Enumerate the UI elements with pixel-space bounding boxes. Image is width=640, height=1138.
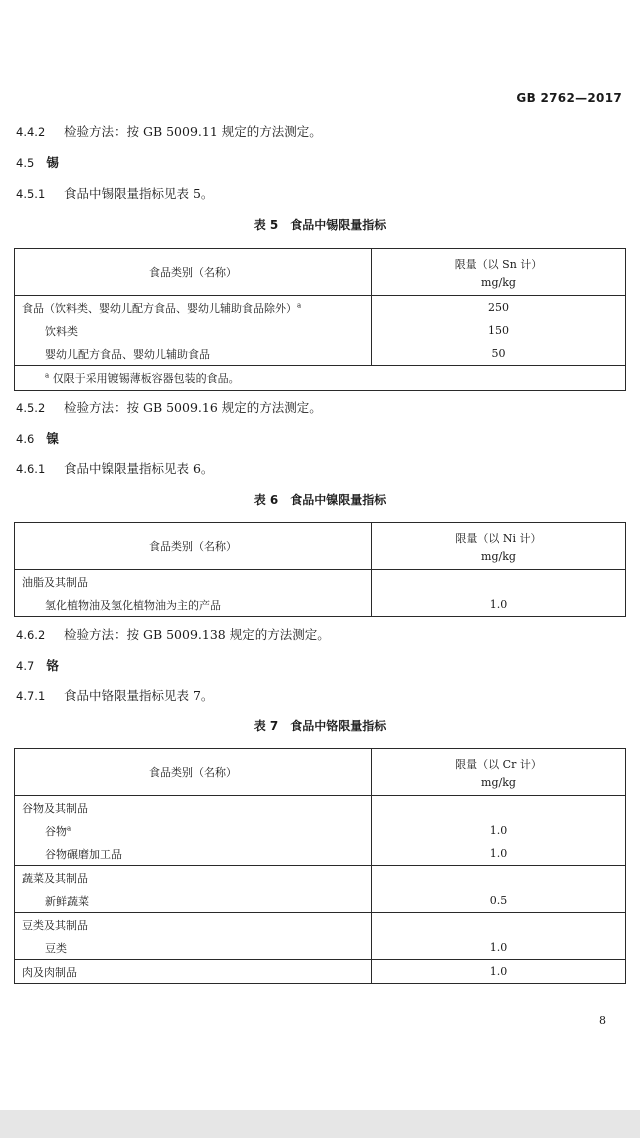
section-number: 4.5.2 (16, 401, 46, 415)
section-heading: 锡 (46, 155, 59, 170)
food-category: 谷物及其制品 (15, 796, 372, 820)
table-row (15, 342, 626, 366)
header-limit (372, 749, 626, 796)
section-4-4-2 (16, 122, 322, 140)
table-row (15, 819, 626, 842)
section-text: 食品中锡限量指标见表 5。 (63, 186, 214, 201)
footnote-mark: a (297, 300, 302, 309)
limit-value: 1.0 (372, 842, 626, 866)
table-note: $^a$ 仅限于采用镀锡薄板容器包装的食品。 (15, 366, 626, 391)
section-4-5 (16, 153, 59, 171)
header-food-category: 食品类别（名称） (15, 249, 372, 296)
food-category: 氢化植物油及氢化植物油为主的产品 (15, 593, 372, 617)
limit-value (372, 913, 626, 937)
limit-value: 250 (372, 296, 626, 320)
limit-value (372, 866, 626, 890)
food-category: 谷物碾磨加工品 (15, 842, 372, 866)
limit-value: 1.0 (372, 936, 626, 960)
limit-value: 150 (372, 319, 626, 342)
bottom-bar (0, 1110, 640, 1138)
section-number: 4.4.2 (16, 125, 46, 139)
table-row (15, 913, 626, 937)
header-food-category: 食品类别（名称） (15, 523, 372, 570)
section-4-7-1 (16, 686, 213, 704)
header-limit (372, 249, 626, 296)
table-row (15, 570, 626, 594)
header-food-category: 食品类别（名称） (15, 749, 372, 796)
food-category: 谷物$^a$ (15, 819, 372, 842)
table-header-row (15, 749, 626, 796)
section-4-6-2 (16, 625, 330, 643)
section-number: 4.5.1 (16, 187, 46, 201)
limit-value: 1.0 (372, 960, 626, 984)
limit-value (372, 570, 626, 594)
limit-value: 50 (372, 342, 626, 366)
standard-code: GB 2762—2017 (516, 91, 622, 105)
section-text: 食品中镍限量指标见表 6。 (63, 461, 214, 476)
section-4-6-1 (16, 459, 213, 477)
section-4-5-1 (16, 184, 213, 202)
food-category: 新鲜蔬菜 (15, 889, 372, 913)
footnote-mark: a (67, 823, 72, 832)
table-row (15, 319, 626, 342)
table-header-row (15, 249, 626, 296)
table-label: 表 6 (253, 493, 279, 507)
section-heading: 镍 (46, 431, 59, 446)
table-row (15, 889, 626, 913)
header-limit (372, 523, 626, 570)
section-number: 4.7.1 (16, 689, 46, 703)
table-row (15, 866, 626, 890)
table-label: 表 5 (253, 218, 279, 232)
header-limit-unit-basis: 限量（以 Sn 计） (454, 257, 543, 271)
page-number: 8 (599, 1014, 606, 1027)
food-category: 饮料类 (15, 319, 372, 342)
table-7-title (0, 717, 640, 734)
header-limit-unit: mg/kg (481, 549, 516, 563)
limit-value: 1.0 (372, 819, 626, 842)
food-category: 蔬菜及其制品 (15, 866, 372, 890)
table-row (15, 842, 626, 866)
table-label: 表 7 (253, 719, 279, 733)
section-4-5-2 (16, 398, 322, 416)
section-number: 4.7 (16, 659, 35, 673)
limit-value: 0.5 (372, 889, 626, 913)
table-title: 食品中锡限量指标 (290, 218, 387, 232)
header-limit-unit-basis: 限量（以 Ni 计） (455, 531, 542, 545)
food-category: 食品（饮料类、婴幼儿配方食品、婴幼儿辅助食品除外）$^a$ (15, 296, 372, 320)
food-category: 婴幼儿配方食品、婴幼儿辅助食品 (15, 342, 372, 366)
footnote-mark: a (45, 371, 50, 380)
header-limit-unit-basis: 限量（以 Cr 计） (455, 757, 542, 771)
table-5 (14, 248, 626, 391)
table-6 (14, 522, 626, 617)
table-row (15, 936, 626, 960)
food-category: 肉及肉制品 (15, 960, 372, 984)
section-number: 4.6 (16, 432, 35, 446)
section-text: 检验方法：按 GB 5009.11 规定的方法测定。 (63, 124, 322, 139)
food-category: 豆类及其制品 (15, 913, 372, 937)
table-title: 食品中铬限量指标 (290, 719, 387, 733)
header-limit-unit: mg/kg (481, 775, 516, 789)
header-limit-unit: mg/kg (481, 275, 516, 289)
section-number: 4.5 (16, 156, 35, 170)
table-row (15, 796, 626, 820)
table-row (15, 593, 626, 617)
table-row (15, 296, 626, 320)
food-category: 油脂及其制品 (15, 570, 372, 594)
table-title: 食品中镍限量指标 (290, 493, 387, 507)
food-category: 豆类 (15, 936, 372, 960)
table-row (15, 960, 626, 984)
limit-value (372, 796, 626, 820)
table-note-row (15, 366, 626, 391)
limit-value: 1.0 (372, 593, 626, 617)
section-4-6 (16, 429, 59, 447)
section-text: 食品中铬限量指标见表 7。 (63, 688, 214, 703)
table-7 (14, 748, 626, 984)
section-number: 4.6.1 (16, 462, 46, 476)
section-text: 检验方法：按 GB 5009.16 规定的方法测定。 (63, 400, 322, 415)
section-heading: 铬 (46, 658, 59, 673)
table-6-title (0, 491, 640, 508)
top-bar (0, 0, 640, 22)
section-text: 检验方法：按 GB 5009.138 规定的方法测定。 (63, 627, 330, 642)
section-number: 4.6.2 (16, 628, 46, 642)
section-4-7 (16, 656, 59, 674)
table-5-title (0, 216, 640, 233)
table-header-row (15, 523, 626, 570)
